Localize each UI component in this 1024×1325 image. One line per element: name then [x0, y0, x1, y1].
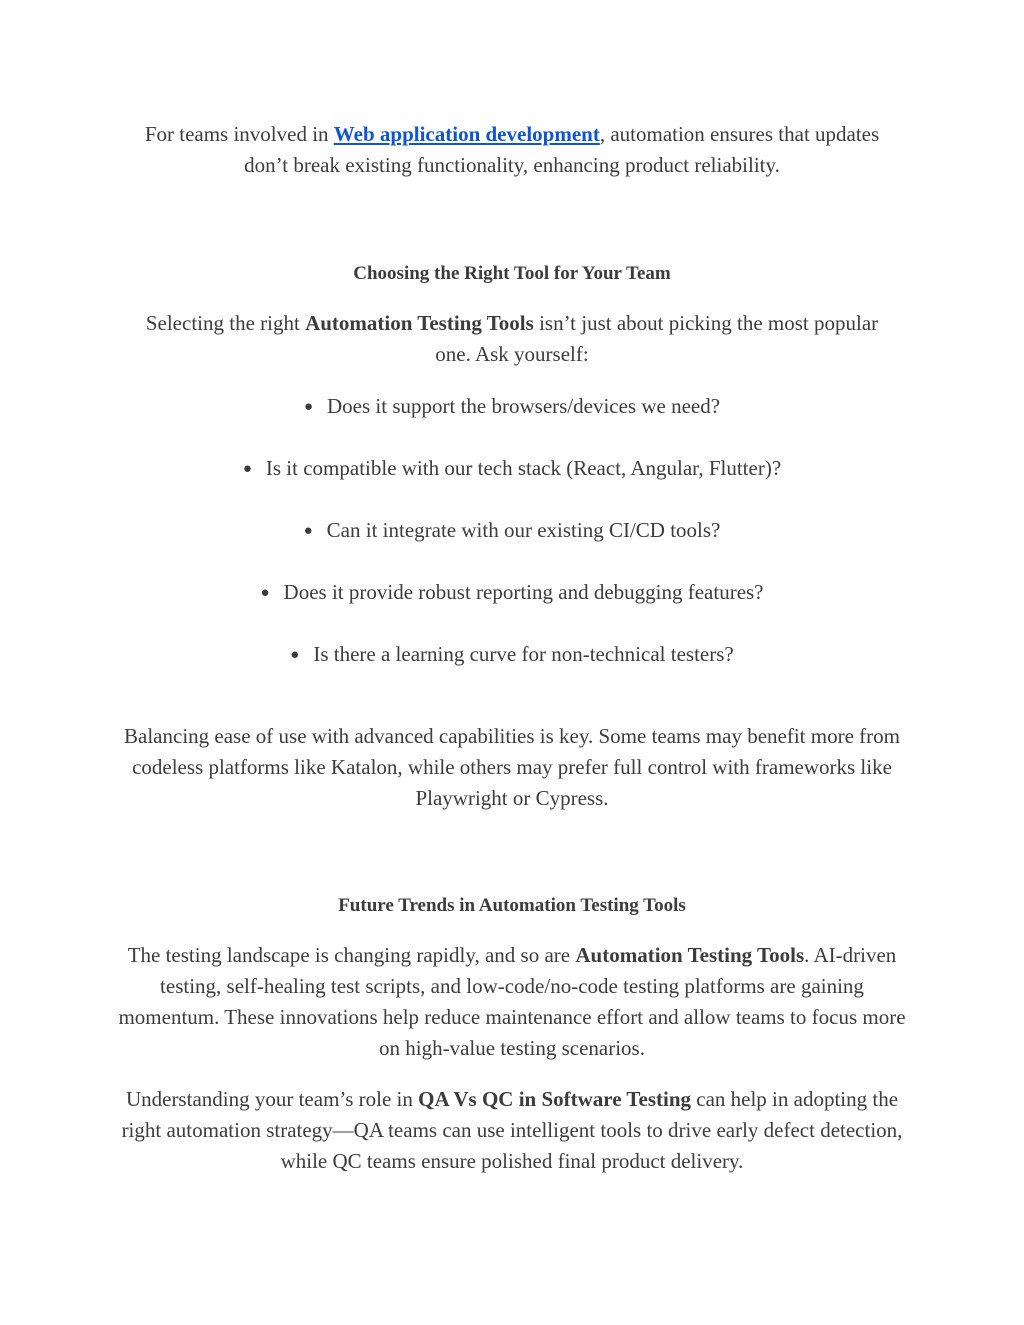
landscape-text-before: The testing landscape is changing rapidly, and so are: [127, 943, 576, 967]
balancing-paragraph: Balancing ease of use with advanced capabilities is key. Some teams may benefit more from codeless platforms like Katalon, while others may prefer full control with frameworks like Playwright or Cypress.: [124, 724, 900, 810]
list-item-text: Does it support the browsers/devices we need?: [327, 394, 721, 418]
list-item-text: Does it provide robust reporting and debugging features?: [283, 580, 764, 604]
list-item: [100, 515, 924, 549]
testing-landscape-paragraph: [115, 940, 909, 1064]
list-item-text: Is there a learning curve for non-technical testers?: [313, 642, 734, 666]
list-item-text: Can it integrate with our existing CI/CD tools?: [326, 518, 721, 542]
bullet-icon: ●: [242, 461, 252, 477]
bullet-icon: ●: [303, 399, 313, 415]
bullet-icon: ●: [303, 523, 313, 539]
selecting-tools-paragraph: [130, 308, 894, 370]
qa-text-after: can help in adopting the right automation strategy—QA teams can use intelligent tools to drive early defect detection, while QC teams ensure polished final product delivery.: [121, 1087, 903, 1173]
list-item: [100, 391, 924, 425]
section-heading-future-trends: Future Trends in Automation Testing Tools: [338, 895, 686, 916]
qa-vs-qc-paragraph: [110, 1084, 914, 1177]
bullet-icon: ●: [290, 647, 300, 663]
intro-paragraph: [130, 119, 894, 181]
intro-text-before: For teams involved in: [144, 122, 334, 146]
list-item: [100, 577, 924, 611]
selecting-text-after: isn’t just about picking the most popular one. Ask yourself:: [435, 311, 879, 366]
intro-text-after: , automation ensures that updates don’t break existing functionality, enhancing product reliability.: [244, 122, 880, 177]
landscape-text-after: . AI-driven testing, self-healing test scripts, and low-code/no-code testing platforms are gaining momentum. These innovations help reduce maintenance effort and allow teams to focus more on high-value testing scenarios.: [118, 943, 906, 1060]
automation-testing-tools-bold-2: Automation Testing Tools: [575, 943, 805, 967]
list-item: [100, 639, 924, 673]
qa-vs-qc-bold: QA Vs QC in Software Testing: [418, 1087, 691, 1111]
selecting-text-before: Selecting the right: [145, 311, 306, 335]
qa-text-before: Understanding your team’s role in: [125, 1087, 419, 1111]
list-item: [100, 453, 924, 487]
section-heading-choosing-tool: Choosing the Right Tool for Your Team: [353, 263, 671, 284]
list-item-text: Is it compatible with our tech stack (React, Angular, Flutter)?: [265, 456, 782, 480]
bullet-icon: ●: [260, 585, 270, 601]
web-application-development-link[interactable]: Web application development: [333, 122, 600, 146]
automation-testing-tools-bold: Automation Testing Tools: [305, 311, 534, 335]
